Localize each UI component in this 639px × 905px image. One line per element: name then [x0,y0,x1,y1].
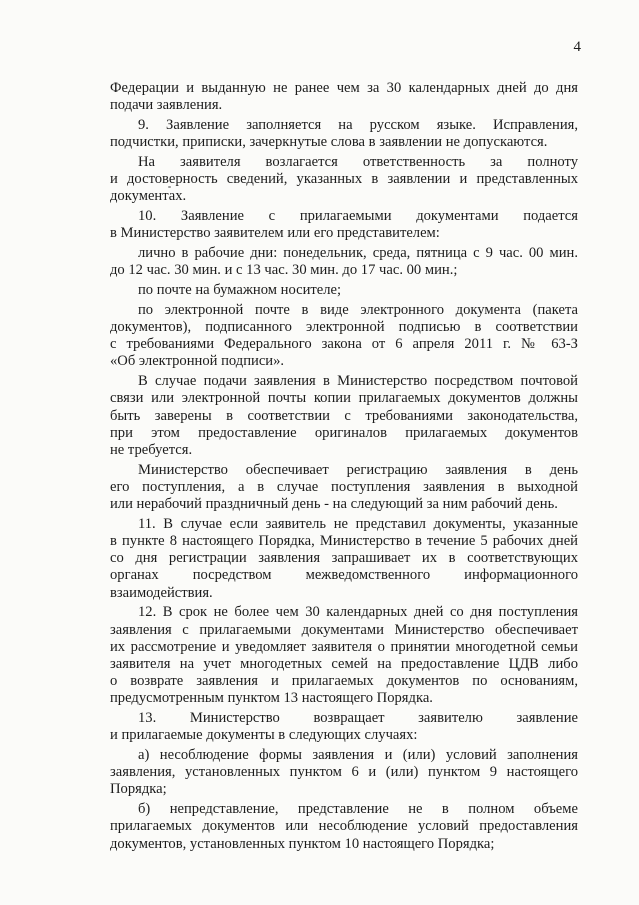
text-line: а) несоблюдение формы заявления и (или) условий заполнения [138,747,578,764]
text-line: 10. Заявление с прилагаемыми документами подается [138,208,578,225]
text-line: Федерации и выданную не ранее чем за 30 календарных дней до дня [110,80,578,96]
text-line: Порядка; [110,781,167,798]
paragraph [110,801,578,853]
paragraph [110,710,578,744]
paragraph [110,516,578,602]
text-line: б) непредставление, представление не в полном объеме [138,801,578,818]
paragraph [110,117,578,151]
text-line: со дня регистрации заявления запрашивает их в соответствующих [110,550,578,567]
text-line: до 12 час. 30 мин. и с 13 час. 30 мин. до 17 час. 00 мин.; [110,262,458,279]
text-line: предусмотренным пунктом 13 настоящего Порядка. [110,690,433,707]
paragraph [110,208,578,242]
text-line: и прилагаемые документы в следующих случаях: [110,727,418,744]
paragraph [110,302,578,371]
page-number: 4 [573,39,581,55]
paragraph [110,747,578,799]
paragraph-gap [110,853,578,856]
paragraph [110,80,578,114]
text-line: документах. [110,188,187,205]
text-line: 11. В случае если заявитель не представил документы, указанные [138,515,578,532]
text-line: документов, установленных пунктом 10 настоящего Порядка; [110,835,495,852]
text-line: 12. В срок не более чем 30 календарных дней со дня поступления [138,604,578,621]
text-line: заявления с прилагаемыми документами Министерство обеспечивает [110,621,578,638]
paragraph [110,154,578,206]
text-line: не требуется. [110,441,193,458]
text-line: в пункте 8 настоящего Порядка, Министерство в течение 5 рабочих дней [110,533,578,550]
text-line: заявителя на учет многодетных семей на предоставление ЦДВ либо [110,655,578,672]
text-line: подачи заявления. [110,97,223,114]
text-line: лично в рабочие дни: понедельник, среда, пятница с 9 час. 00 мин. [138,245,578,262]
text-line: взаимодействия. [110,584,213,601]
text-line: связи или электронной почты копии прилагаемых документов должны [110,390,578,407]
text-line: 13. Министерство возвращает заявителю заявление [138,710,578,727]
text-line: заявления, установленных пунктом 6 и (или) пунктом 9 настоящего [110,764,578,781]
text-line: подчистки, приписки, зачеркнутые слова в заявлении не допускаются. [110,134,548,151]
paragraph [110,282,578,299]
text-line: органах посредством межведомственного информационного [110,567,578,584]
document-body [110,80,578,855]
paragraph [110,373,578,459]
text-line: 9. Заявление заполняется на русском языке. Исправления, [138,116,578,133]
text-line: прилагаемых документов или несоблюдение условий предоставления [110,818,578,835]
text-line: Министерство обеспечивает регистрацию заявления в день [138,461,578,478]
text-line: документов), подписанного электронной подписью в соответствии [110,319,578,335]
text-line: по почте на бумажном носителе; [138,282,342,299]
paragraph [110,604,578,707]
text-line: при этом предоставление оригиналов прилагаемых документов [110,424,578,441]
paragraph [110,462,578,514]
text-line: их рассмотрение и уведомляет заявителя о принятии многодетной семьи [110,638,578,655]
text-line: с требованиями Федерального закона от 6 апреля 2011 г. № 63-З [110,336,578,353]
text-line: или нерабочий праздничный день - на следующий за ним рабочий день. [110,496,558,513]
text-line: «Об электронной подписи». [110,353,285,370]
text-line: и достоверность сведений, указанных в заявлении и представленных [110,171,578,188]
text-line: В случае подачи заявления в Министерство посредством почтовой [138,373,578,390]
text-line: быть заверены в соответствии с требованиями законодательства, [110,407,578,424]
text-line: его поступления, а в случае поступления заявления в выходной [110,478,578,495]
text-line: по электронной почте в виде электронного документа (пакета [138,301,578,318]
text-line: На заявителя возлагается ответственность за полноту [138,153,578,170]
text-line: в Министерство заявителем или его представителем: [110,225,440,242]
text-line: о возврате заявления и прилагаемых документов по основаниям, [110,673,578,690]
paragraph [110,245,578,279]
